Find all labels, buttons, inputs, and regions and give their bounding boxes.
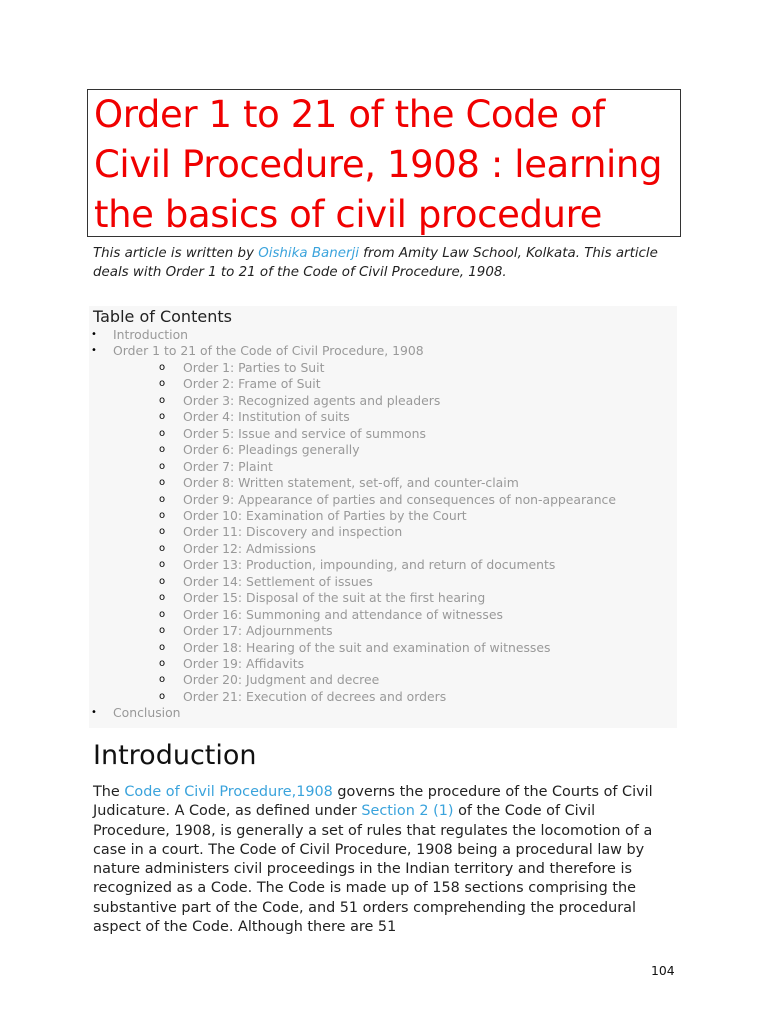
table-of-contents	[89, 306, 677, 728]
page-title: Order 1 to 21 of the Code of Civil Procedure, 1908 : learning the basics of civil procedure	[94, 93, 663, 236]
toc-item-label[interactable]: Order 19: Affidavits	[183, 656, 305, 671]
bullet-icon: o	[159, 509, 166, 521]
body-text-3: of the Code of Civil Procedure, 1908, is generally a set of rules that regulates the locomotion of a case in a court. The Code of Civil Procedure, 1908 being a procedural law by nature administers civil proceedings in the Indian territory and therefore is recognized as a Code. The Code is made up of 158 sections comprising the substantive part of the Code, and 51 orders comprehending the procedural aspect of the Code. Although there are 51	[93, 803, 653, 936]
toc-item-label[interactable]: Order 1 to 21 of the Code of Civil Procedure, 1908	[113, 343, 424, 359]
toc-item-label[interactable]: Order 9: Appearance of parties and consequences of non-appearance	[183, 491, 616, 507]
bullet-icon: o	[159, 641, 166, 653]
bullet-icon: o	[159, 592, 166, 604]
toc-item-label[interactable]: Order 17: Adjournments	[183, 623, 333, 639]
byline	[93, 244, 673, 282]
bullet-icon: o	[159, 658, 166, 669]
toc-item-label[interactable]: Order 21: Execution of decrees and orders	[183, 688, 447, 704]
page-number: 104	[651, 963, 675, 978]
title-box	[87, 89, 681, 237]
introduction-paragraph	[93, 783, 653, 937]
body-text-1: The	[93, 784, 125, 800]
bullet-icon: o	[159, 411, 166, 423]
byline-suffix: from Amity Law School, Kolkata. This article deals with Order 1 to 21 of the Code of Civil Procedure, 1908.	[93, 246, 658, 280]
toc-item-label[interactable]: Order 7: Plaint	[183, 458, 273, 474]
bullet-icon: o	[159, 460, 166, 472]
toc-item-label[interactable]: Order 11: Discovery and inspection	[183, 524, 403, 540]
bullet-icon: o	[159, 361, 166, 373]
toc-item-label[interactable]: Order 2: Frame of Suit	[183, 376, 321, 392]
bullet-icon: •	[91, 345, 97, 357]
toc-item-label[interactable]: Order 16: Summoning and attendance of witnesses	[183, 606, 503, 622]
bullet-icon: o	[159, 493, 166, 505]
bullet-icon: o	[159, 526, 166, 538]
bullet-icon: o	[159, 559, 166, 571]
bullet-icon: o	[159, 690, 166, 702]
code-of-civil-procedure-link[interactable]: Code of Civil Procedure,1908	[124, 784, 333, 800]
author-link[interactable]: Oishika Banerji	[258, 246, 359, 261]
toc-item-label[interactable]: Order 20: Judgment and decree	[183, 672, 380, 688]
toc-item-label[interactable]: Introduction	[113, 327, 189, 342]
toc-heading: Table of Contents	[93, 307, 232, 326]
toc-item-label[interactable]: Order 12: Admissions	[183, 540, 316, 556]
toc-item-label[interactable]: Order 1: Parties to Suit	[183, 359, 325, 375]
bullet-icon: •	[91, 707, 97, 719]
bullet-icon: o	[159, 378, 166, 390]
bullet-icon: o	[159, 608, 166, 620]
toc-item-label[interactable]: Order 3: Recognized agents and pleaders	[183, 392, 441, 408]
bullet-icon: o	[159, 444, 166, 456]
bullet-icon: o	[159, 575, 166, 587]
toc-item-label[interactable]: Order 5: Issue and service of summons	[183, 425, 426, 441]
toc-item-label[interactable]: Order 15: Disposal of the suit at the first hearing	[183, 590, 486, 606]
toc-item-label[interactable]: Conclusion	[113, 705, 181, 721]
toc-item-label[interactable]: Order 14: Settlement of issues	[183, 573, 373, 589]
toc-item-label[interactable]: Order 4: Institution of suits	[183, 409, 350, 425]
bullet-icon: o	[159, 477, 166, 489]
toc-item-label[interactable]: Order 6: Pleadings generally	[183, 442, 360, 458]
toc-item-label[interactable]: Order 18: Hearing of the suit and examination of witnesses	[183, 639, 551, 655]
bullet-icon: o	[159, 427, 166, 439]
section-heading-introduction: Introduction	[93, 740, 257, 771]
section-2-1-link[interactable]: Section 2 (1)	[361, 803, 454, 820]
byline-prefix: This article is written by	[93, 246, 259, 261]
body-text-2: governs the procedure of the Courts of Civil Judicature. A Code, as defined under	[93, 784, 653, 820]
toc-item-label[interactable]: Order 13: Production, impounding, and return of documents	[183, 557, 556, 573]
bullet-icon: o	[159, 625, 166, 637]
toc-item-label[interactable]: Order 8: Written statement, set-off, and counter-claim	[183, 475, 519, 491]
bullet-icon: o	[159, 674, 166, 686]
toc-item-label[interactable]: Order 10: Examination of Parties by the Court	[183, 507, 467, 523]
bullet-icon: o	[159, 542, 166, 554]
bullet-icon: o	[159, 394, 166, 406]
bullet-icon: •	[91, 329, 97, 340]
